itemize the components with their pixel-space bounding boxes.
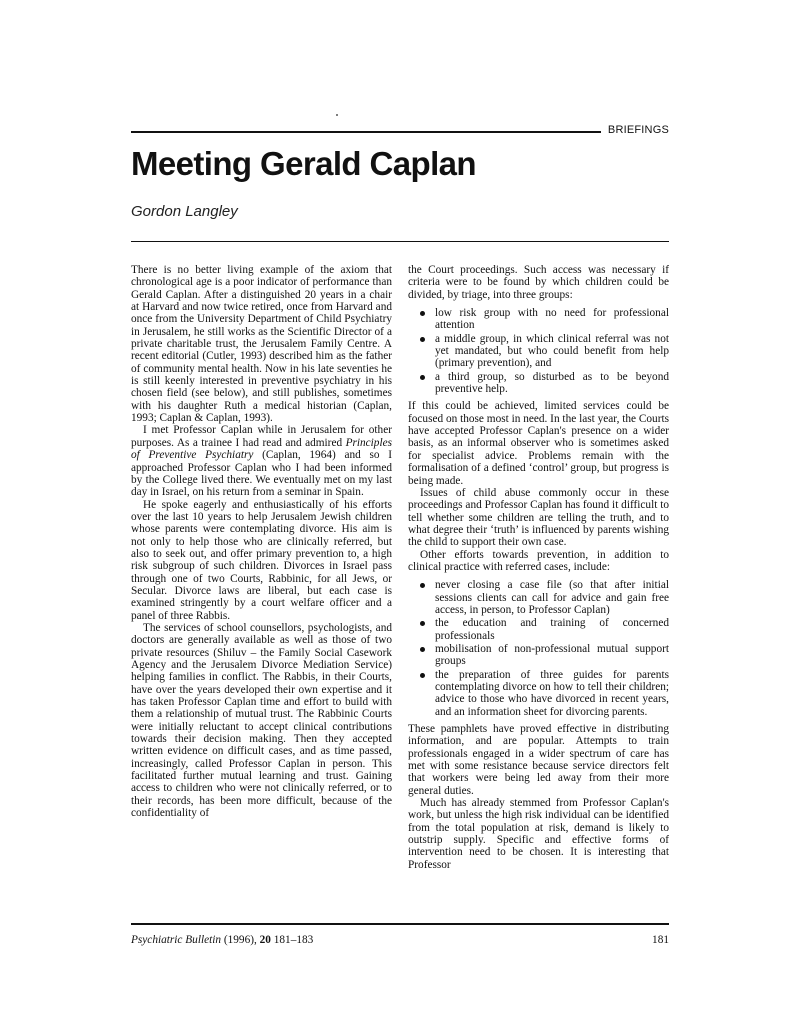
paragraph: These pamphlets have proved effective in distributing information, and are popular. Attempts to train professionals engaged in a wider spectrum of care has met with some resistance because service directors felt that workers were being led away from their more general duties. [408, 723, 669, 797]
paragraph: There is no better living example of the axiom that chronological age is a poor indicator of performance than Gerald Caplan. After a distinguished 20 years in a chair at Harvard and now twice retired, once from Harvard and once from the University Department of Child Psychiatry in Jerusalem, he still works as the Scientific Director of a private charitable trust, the Jerusalem Family Centre. A recent editorial (Cutler, 1993) described him as the father of community mental health. Now in his late seventies he is still keenly interested in preventive psychiatry in his chosen field (see below), and still publishes, sometimes with his daughter Ruth a medical historian (Caplan, 1993; Caplan & Caplan, 1993). [131, 264, 392, 425]
paragraph: He spoke eagerly and enthusiastically of his efforts over the last 10 years to help Jerusalem Jewish children whose parents were contemplating divorce. His aim is not only to help those who are clinically referred, but also to seek out, and offer primary prevention to, a high risk subgroup of such children. Divorces in Israel pass through one of two Courts, Rabbinic, for all Jews, or Secular. Divorce laws are liberal, but each case is examined stringently by a court welfare officer and a panel of three Rabbis. [131, 498, 392, 622]
citation-year: (1996), [221, 934, 260, 946]
triage-groups-list [408, 307, 669, 395]
citation-volume: 20 [259, 934, 271, 946]
list-item: mobilisation of non-professional mutual support groups [435, 642, 669, 668]
journal-name: Psychiatric Bulletin [131, 934, 222, 946]
list-item: never closing a case file (so that after initial sessions clients can call for advice and gain free access, in person, to Professor Caplan) [435, 579, 669, 616]
title-divider [131, 241, 669, 242]
paragraph [131, 424, 392, 498]
right-column [408, 264, 669, 871]
paragraph-text: (Caplan, 1964) and so I approached Professor Caplan who I had been informed by the College lived there. We eventually met on my last day in Israel, on his return from a seminar in Spain. [131, 449, 392, 499]
footer-rule [131, 923, 669, 925]
list-item: the education and training of concerned professionals [435, 617, 669, 642]
paragraph: Other efforts towards prevention, in addition to clinical practice with referred cases, include: [408, 548, 669, 573]
article-author: Gordon Langley [131, 203, 238, 220]
article-title: Meeting Gerald Caplan [131, 145, 476, 182]
list-item: a middle group, in which clinical referral was not yet mandated, but who could benefit from help (primary prevention), and [435, 332, 669, 370]
paragraph: Issues of child abuse commonly occur in these proceedings and Professor Caplan has found it difficult to tell whether some children are telling the truth, and to what degree their ‘truth’ is influenced by parents wishing the child to support their own case. [408, 486, 669, 549]
citation [131, 934, 313, 946]
paragraph: the Court proceedings. Such access was necessary if criteria were to be found by which children could be divided, by triage, into three groups: [408, 264, 669, 301]
paragraph-text: I met Professor Caplan while in Jerusalem for other purposes. As a trainee I had read and admired [131, 424, 392, 449]
paragraph: If this could be achieved, limited services could be focused on those most in need. In the last year, the Courts have accepted Professor Caplan's presence on a wider basis, as an informal observer who is sometimes asked for specialist advice. Problems remain with the formalisation of a defined ‘control’ group, but progress is being made. [408, 400, 669, 487]
paragraph: The services of school counsellors, psychologists, and doctors are generally available as well as those of two private resources (Shiluv – the Family Social Casework Agency and the Jerusalem Divorce Mediation Service) helping families in conflict. The Rabbis, in their Courts, have over the years developed their own expertise and it has taken Professor Caplan time and effort to build with them a relationship of mutual trust. The Rabbinic Courts were initially reluctant to accept clinical contributions towards their decision making. Then they accepted written evidence on difficult cases, and as time passed, increasingly, called Professor Caplan in person. This facilitated further mutual learning and trust. Gaining access to children who were not clinically referred, or to their records, has been more difficult, because of the confidentiality of [131, 621, 392, 820]
section-header [131, 124, 669, 140]
section-label: BRIEFINGS [607, 124, 669, 136]
page-footer [131, 934, 669, 948]
book-title: Principles of Preventive Psychiatry [131, 436, 392, 462]
paragraph: Much has already stemmed from Professor Caplan's work, but unless the high risk individual can be identified from the total population at risk, demand is likely to outstrip supply. Specific and effective forms of intervention need to be chosen. It is interesting that Professor [408, 797, 669, 871]
prevention-efforts-list [408, 579, 669, 718]
list-item: the preparation of three guides for parents contemplating divorce on how to tell their children; advice to those who have divorced in recent years, and an information sheet for divorcing parents. [435, 668, 669, 718]
left-column [131, 264, 392, 819]
scan-speck [336, 114, 338, 116]
citation-pages: 181–183 [270, 934, 314, 946]
list-item: a third group, so disturbed as to be beyond preventive help. [435, 370, 669, 396]
section-rule [131, 131, 601, 133]
page-number: 181 [652, 934, 669, 946]
list-item: low risk group with no need for professional attention [435, 307, 669, 332]
